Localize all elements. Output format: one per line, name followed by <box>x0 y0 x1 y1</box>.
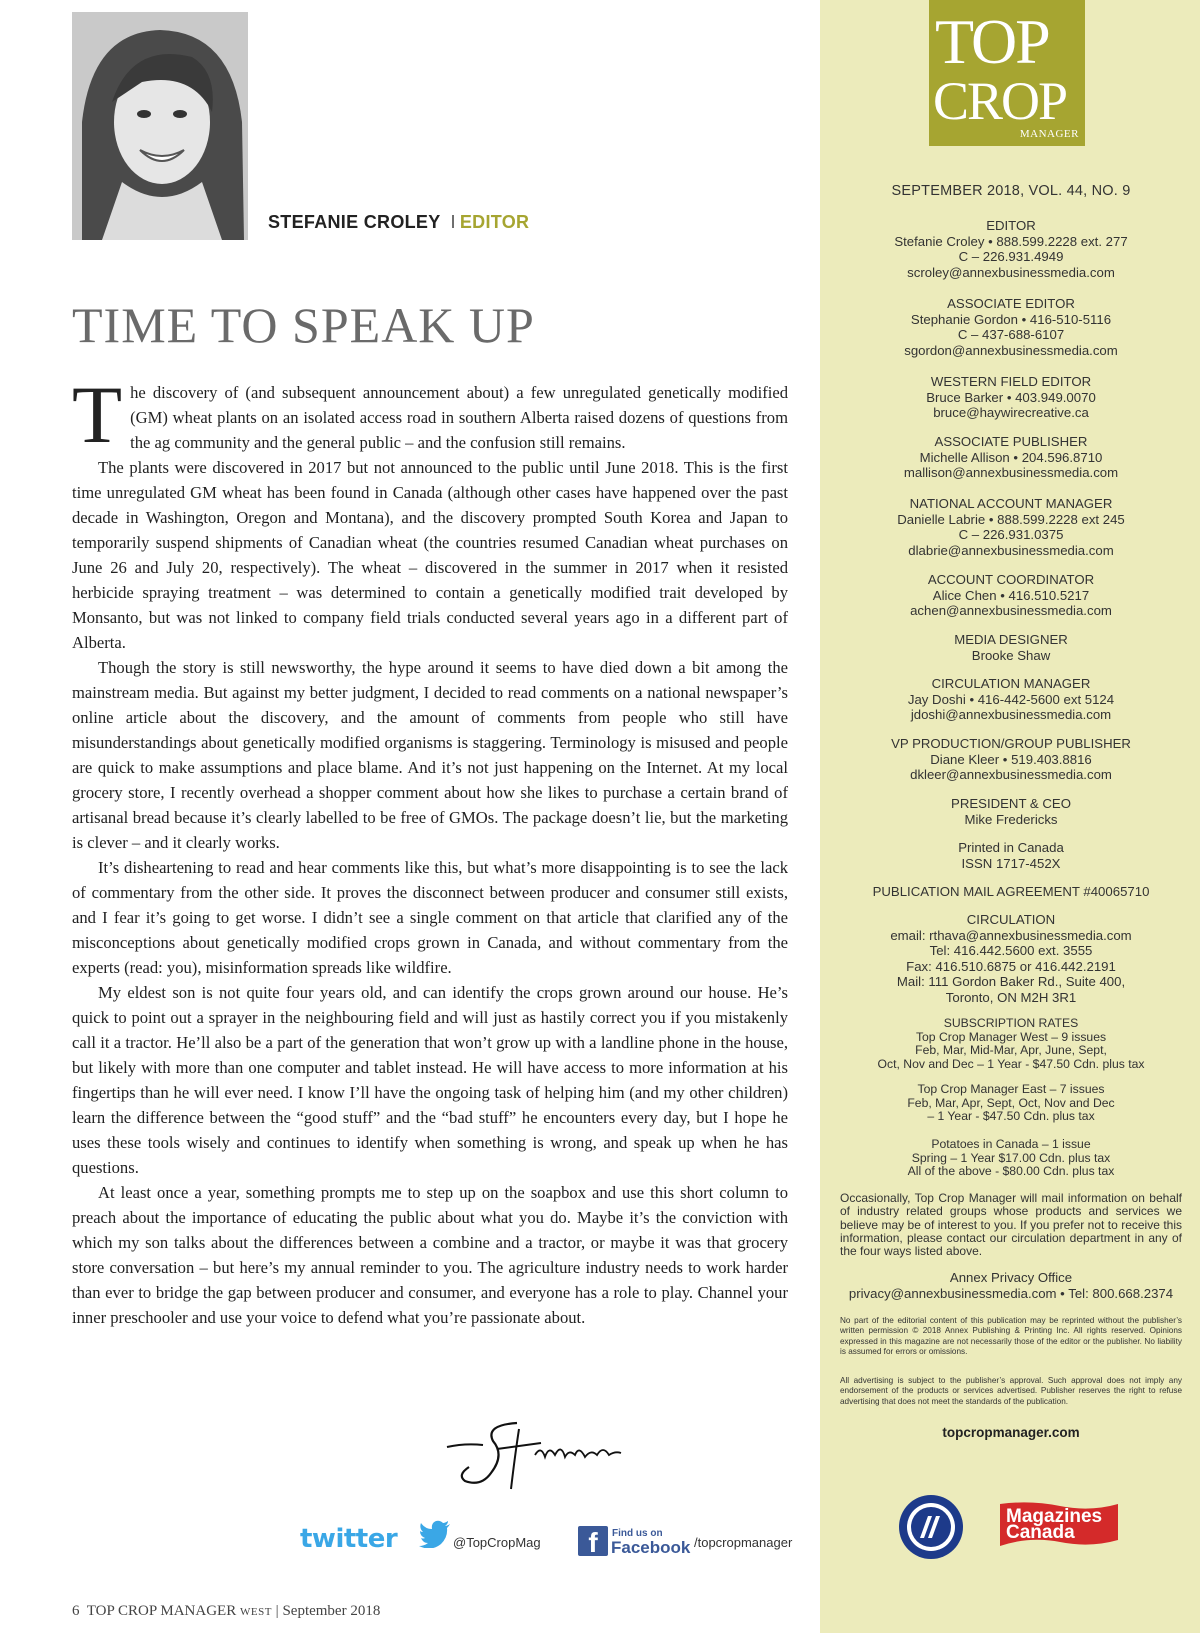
audited-media-badge-icon <box>898 1494 964 1560</box>
author-photo <box>72 12 248 240</box>
rate-line: – 1 Year - $47.50 Cdn. plus tax <box>927 1109 1095 1123</box>
role-heading: EDITOR <box>986 218 1036 233</box>
contact-line: Mike Fredericks <box>964 811 1058 827</box>
twitter-bird-icon <box>419 1520 451 1548</box>
article-paragraph <box>72 369 788 460</box>
drop-cap: T <box>72 369 123 460</box>
rate-line: Spring – 1 Year $17.00 Cdn. plus tax <box>911 1150 1111 1165</box>
contact-line: C – 226.931.4949 <box>958 249 1064 264</box>
contact-email[interactable]: jdoshi@annexbusinessmedia.com <box>910 707 1112 722</box>
rate-line: Top Crop Manager West – 9 issues <box>915 1029 1107 1044</box>
masthead-mail-agreement <box>846 884 1176 900</box>
rate-line: Oct, Nov and Dec – 1 Year - $47.50 Cdn. plus tax <box>877 1056 1145 1071</box>
contact-line: Diane Kleer • 519.403.8816 <box>930 751 1092 767</box>
legal-notice-advertising: All advertising is subject to the publisher’s approval. Such approval does not imply any endorsement of the products or services advertised. Publisher reserves the right to refuse advertising that does not meet the standards of the publication. <box>840 1376 1182 1406</box>
facebook-find-us: Find us on <box>612 1528 663 1539</box>
paragraph-text: he discovery of (and subsequent announcement about) a few unregulated genetically modified (GM) wheat plants on an isolated access road in southern Alberta raised dozens of questions from the ag community and the general public – and the confusion still remains. <box>130 383 788 452</box>
contact-email[interactable]: sgordon@annexbusinessmedia.com <box>904 342 1118 358</box>
contact-line: Mail: 111 Gordon Baker Rd., Suite 400, <box>896 974 1126 989</box>
page-number: 6 <box>72 1603 80 1619</box>
contact-line: Jay Doshi • 416-442-5600 ext 5124 <box>907 691 1115 707</box>
contact-line: C – 226.931.0375 <box>958 527 1064 542</box>
role-heading: SUBSCRIPTION RATES <box>943 1016 1079 1030</box>
contact-line: Alice Chen • 416.510.5217 <box>932 587 1090 603</box>
issue-date: SEPTEMBER 2018, VOL. 44, NO. 9 <box>891 183 1131 199</box>
mc-line-1: Magazines <box>1006 1506 1103 1527</box>
folio-separator: | <box>275 1603 279 1619</box>
contact-line: Brooke Shaw <box>971 647 1051 663</box>
website-link[interactable]: topcropmanager.com <box>942 1425 1080 1440</box>
logo-line-3: MANAGER <box>1019 128 1079 140</box>
privacy-office <box>846 1270 1176 1301</box>
role-heading: ASSOCIATE PUBLISHER <box>934 434 1088 449</box>
contact-email[interactable]: email: rthava@annexbusinessmedia.com <box>890 927 1132 943</box>
issn-line: ISSN 1717-452X <box>961 855 1061 871</box>
subscription-rates-east <box>846 1083 1176 1124</box>
privacy-contact[interactable]: privacy@annexbusinessmedia.com • Tel: 800.668.2374 <box>848 1285 1174 1301</box>
contact-line: Toronto, ON M2H 3R1 <box>945 989 1077 1005</box>
contact-line: Bruce Barker • 403.949.0070 <box>926 389 1096 405</box>
legal-notice-editorial: No part of the editorial content of this publication may be reprinted without the publisher’s written permission © 2018 Annex Publishing & Printing Inc. All rights reserved. Opinions expressed in this magazine are not necessarily those of the editor or the publisher. No liability is assumed for errors or omissions. <box>840 1316 1182 1356</box>
masthead-account-coordinator <box>846 572 1176 619</box>
mail-agreement: PUBLICATION MAIL AGREEMENT #40065710 <box>872 884 1150 899</box>
masthead-media-designer <box>846 632 1176 663</box>
masthead-vp-production <box>846 736 1176 783</box>
masthead-associate-publisher <box>846 434 1176 481</box>
rate-line: Feb, Mar, Mid-Mar, Apr, June, Sept, <box>915 1043 1107 1057</box>
top-crop-manager-logo <box>929 0 1085 146</box>
twitter-handle[interactable]: @TopCropMag <box>453 1535 541 1550</box>
magazines-canada-logo <box>1000 1502 1118 1548</box>
subscription-rates-potatoes <box>846 1138 1176 1179</box>
folio-date: September 2018 <box>282 1603 381 1619</box>
facebook-wordmark[interactable]: Facebook <box>611 1538 691 1557</box>
contact-line: Stephanie Gordon • 416-510-5116 <box>910 311 1112 327</box>
role-heading: CIRCULATION <box>966 912 1056 927</box>
facebook-icon <box>578 1526 608 1556</box>
logo-line-1: TOP <box>935 6 1049 77</box>
headline: TIME TO SPEAK UP <box>72 297 535 353</box>
facebook-handle[interactable]: /topcropmanager <box>694 1535 793 1550</box>
article-paragraph: The plants were discovered in 2017 but not announced to the public until June 2018. This is the first time unregulated GM wheat has been found in Canada (although other cases have happened over the past decade in Washington, Oregon and Montana), and the discovery prompted South Korea and Japan to temporarily suspend shipments of Canadian wheat (the countries resumed Canadian wheat purchases on June 26 and July 20, respectively). The wheat – discovered in the summer in 2017 when it resisted herbicide spraying treatment – was determined to contain a genetically modified trait developed by Monsanto, but was not linked to company field trials conducted several years ago in a different part of Alberta. <box>72 458 788 652</box>
rate-line: Top Crop Manager East – 7 issues <box>917 1082 1105 1096</box>
role-heading: MEDIA DESIGNER <box>954 632 1068 647</box>
mc-line-2: Canada <box>1006 1522 1075 1543</box>
contact-email[interactable]: mallison@annexbusinessmedia.com <box>903 465 1119 480</box>
masthead-associate-editor <box>846 296 1176 358</box>
rate-line: Potatoes in Canada – 1 issue <box>931 1137 1091 1151</box>
author-name: STEFANIE CROLEY <box>268 212 441 232</box>
author-role: EDITOR <box>459 212 530 232</box>
subscription-rates-west <box>846 1017 1176 1071</box>
role-heading: PRESIDENT & CEO <box>951 796 1071 811</box>
byline <box>268 212 529 233</box>
masthead-printed <box>846 840 1176 871</box>
contact-email[interactable]: dkleer@annexbusinessmedia.com <box>910 767 1112 782</box>
masthead-western-field-editor <box>846 374 1176 421</box>
mail-notice: Occasionally, Top Crop Manager will mail information on behalf of industry related groups whose products and services we believe may be of interest to you. If you prefer not to receive this information, please contact our circulation department in any of the four ways listed above. <box>840 1191 1182 1259</box>
masthead-circulation <box>846 912 1176 1005</box>
article-paragraph: Though the story is still newsworthy, the hype around it seems to have died down a bit among the mainstream media. But against my better judgment, I decided to read comments on a national newspaper’s online article about the discovery, and the amount of comments from people who still have misunderstandings about genetically modified organisms is staggering. Terminology is misused and people are quick to make assumptions and place blame. And it’s not just happening on the Internet. At my local grocery store, I recently overhead a shopper comment about how she likes to purchase a certain brand of artisanal bread because it’s clearly labelled to be free of GMOs. The package doesn’t lie, but the marketing is clever – and it clearly works. <box>72 658 788 852</box>
article-body <box>72 369 788 1330</box>
twitter-logo[interactable]: twitter <box>300 1524 398 1554</box>
folio-title: TOP CROP MANAGER <box>86 1603 237 1619</box>
printed-line: Printed in Canada <box>958 840 1064 855</box>
masthead-editor <box>846 218 1176 280</box>
role-heading: ACCOUNT COORDINATOR <box>927 572 1095 587</box>
masthead-circulation-manager <box>846 676 1176 723</box>
masthead-president <box>846 796 1176 827</box>
contact-email[interactable]: bruce@haywirecreative.ca <box>933 405 1089 420</box>
privacy-heading: Annex Privacy Office <box>949 1270 1073 1285</box>
issue-line <box>846 183 1176 199</box>
contact-line: Danielle Labrie • 888.599.2228 ext 245 <box>897 511 1125 527</box>
role-heading: VP PRODUCTION/GROUP PUBLISHER <box>891 736 1131 751</box>
contact-line: C – 437-688-6107 <box>957 327 1065 342</box>
contact-email[interactable]: dlabrie@annexbusinessmedia.com <box>908 542 1114 558</box>
contact-line: Michelle Allison • 204.596.8710 <box>919 449 1103 465</box>
role-heading: CIRCULATION MANAGER <box>931 676 1091 691</box>
role-heading: ASSOCIATE EDITOR <box>947 296 1075 311</box>
role-heading: WESTERN FIELD EDITOR <box>930 374 1092 389</box>
contact-line: Stefanie Croley • 888.599.2228 ext. 277 <box>894 233 1128 249</box>
contact-line: Fax: 416.510.6875 or 416.442.2191 <box>906 958 1116 974</box>
contact-email[interactable]: achen@annexbusinessmedia.com <box>910 603 1112 618</box>
masthead-national-account-manager <box>846 496 1176 558</box>
editor-signature <box>445 1415 635 1495</box>
article-paragraph: My eldest son is not quite four years old, and can identify the crops grown around our house. He’s quick to point out a sprayer in the neighbouring field and will just as hastily correct you if you mistakenly call it a tractor. He’ll also be a part of the generation that won’t grow up with a landline phone in the house, but likely with more than one computer and tablet instead. He will have access to more information at his fingertips than he will ever need. I know I’ll have the ongoing task of helping him (and my other children) learn the difference between the “good stuff” and the “bad stuff” he encounters every day, but I hope he uses these tools wisely and continues to identify when something is wrong, and speak up when he has questions. <box>72 983 788 1177</box>
contact-email[interactable]: scroley@annexbusinessmedia.com <box>907 264 1115 280</box>
contact-line: Tel: 416.442.5600 ext. 3555 <box>929 943 1093 958</box>
logo-line-2: CROP <box>933 71 1067 131</box>
article-paragraph: At least once a year, something prompts me to step up on the soapbox and use this short column to preach about the importance of educating the public about what you do. Maybe it’s the conviction with which my son talks about the differences between a combine and a tractor, or maybe it was that grocery store conversation – but here’s my annual reminder to you. The agriculture industry needs to work harder than ever to bridge the gap between producer and consumer, and everyone has a role to play. Channel your inner preschooler and use your voice to defend what you’re passionate about. <box>72 1183 788 1327</box>
byline-separator: I <box>450 212 456 232</box>
facebook-f: f <box>588 1527 598 1556</box>
page-folio <box>72 1603 380 1620</box>
folio-edition: WEST <box>239 1606 272 1618</box>
role-heading: NATIONAL ACCOUNT MANAGER <box>909 496 1113 511</box>
rate-line: All of the above - $80.00 Cdn. plus tax <box>907 1164 1115 1178</box>
article-paragraph: It’s disheartening to read and hear comments like this, but what’s more disappointing is to see the lack of commentary from the other side. It proves the disconnect between producer and consumer still exists, and I fear it’s going to get worse. I didn’t see a single comment on that article that clarified any of the misconceptions about genetically modified crops grown in Canada, and without commentary from the experts (read: you), misinformation spreads like wildfire. <box>72 858 788 977</box>
rate-line: Feb, Mar, Apr, Sept, Oct, Nov and Dec <box>907 1095 1115 1110</box>
